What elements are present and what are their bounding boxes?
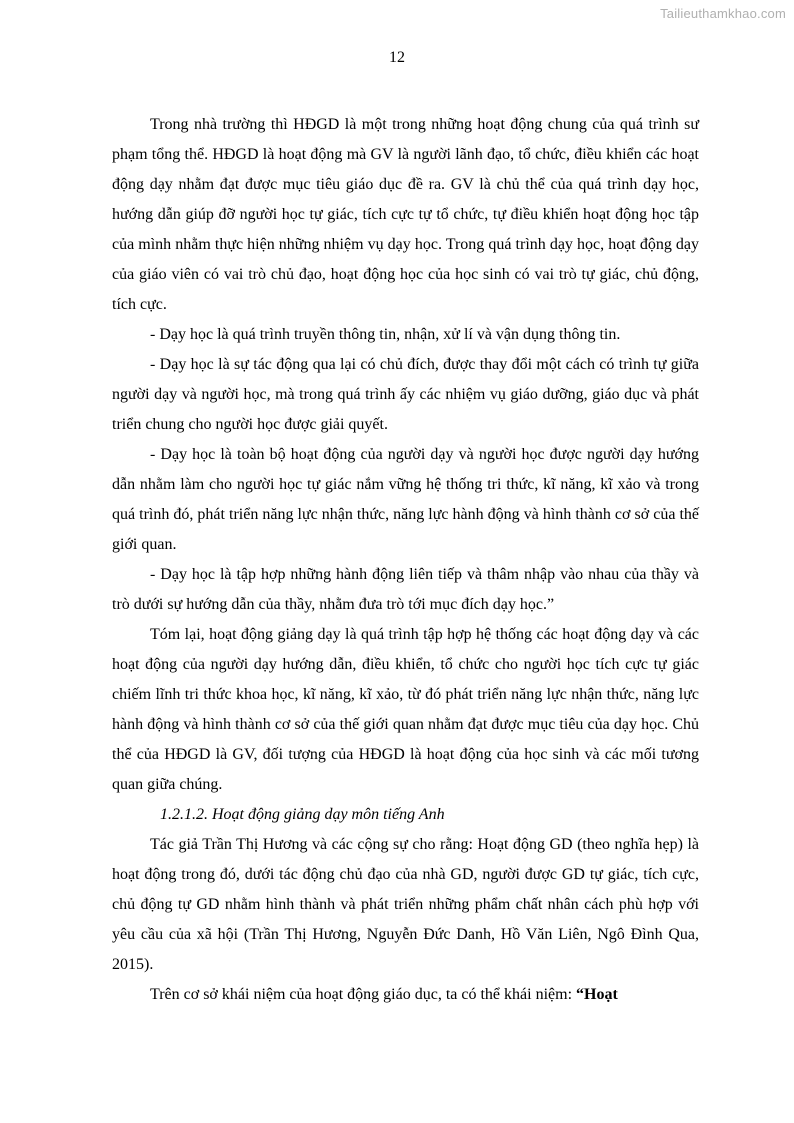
page-number: 12 [389, 49, 405, 66]
paragraph-final [112, 980, 699, 1010]
paragraph-bullet-1: - Dạy học là quá trình truyền thông tin, nhận, xử lí và vận dụng thông tin. [150, 326, 621, 343]
paragraph-final-bold: “Hoạt [576, 986, 618, 1003]
paragraph-final-text: Trên cơ sở khái niệm của hoạt động giáo dục, ta có thể khái niệm: [150, 986, 577, 1003]
paragraph-summary: Tóm lại, hoạt động giảng dạy là quá trình tập hợp hệ thống các hoạt động dạy và các hoạt động của người dạy hướng dẫn, điều khiển, tổ chức cho người học tích cực tự giác chiếm lĩnh tri thức khoa học, kĩ năng, kĩ xảo, từ đó phát triển năng lực nhận thức, năng lực hành động và hình thành cơ sở của thế giới quan nhằm đạt được mục tiêu của dạy học. Chủ thể của HĐGD là GV, đối tượng của HĐGD là hoạt động của học sinh và các mối tương quan giữa chúng. [112, 626, 699, 793]
paragraph-intro: Trong nhà trường thì HĐGD là một trong những hoạt động chung của quá trình sư phạm tổng thể. HĐGD là hoạt động mà GV là người lãnh đạo, tổ chức, điều khiển các hoạt động dạy nhằm đạt được mục tiêu giáo dục đề ra. GV là chủ thể của quá trình dạy học, hướng dẫn giúp đỡ người học tự giác, tích cực tự tổ chức, tự điều khiển hoạt động học tập của mình nhằm thực hiện những nhiệm vụ dạy học. Trong quá trình dạy học, hoạt động dạy của giáo viên có vai trò chủ đạo, hoạt động học của học sinh có vai trò tự giác, chủ động, tích cực. [112, 116, 699, 313]
paragraph-bullet-2: - Dạy học là sự tác động qua lại có chủ đích, được thay đổi một cách có trình tự giữa người dạy và người học, mà trong quá trình ấy các nhiệm vụ giáo dưỡng, giáo dục và phát triển chung cho người học được giải quyết. [112, 356, 699, 433]
paragraph-bullet-3: - Dạy học là toàn bộ hoạt động của người dạy và người học được người dạy hướng dẫn nhằm làm cho người học tự giác nắm vững hệ thống tri thức, kĩ năng, kĩ xảo và trong quá trình đó, phát triển năng lực nhận thức, năng lực hành động và hình thành cơ sở của thế giới quan. [112, 446, 699, 553]
document-body [112, 110, 699, 1010]
section-heading: 1.2.1.2. Hoạt động giảng dạy môn tiếng Anh [160, 806, 445, 823]
paragraph-author-definition: Tác giả Trần Thị Hương và các cộng sự cho rằng: Hoạt động GD (theo nghĩa hẹp) là hoạt động trong đó, dưới tác động chủ đạo của nhà GD, người được GD tự giác, tích cực, chủ động tự GD nhằm hình thành và phát triển những phẩm chất nhân cách phù hợp với yêu cầu của xã hội (Trần Thị Hương, Nguyễn Đức Danh, Hồ Văn Liên, Ngô Đình Qua, 2015). [112, 836, 699, 973]
watermark-text: Tailieuthamkhao.com [660, 6, 786, 21]
paragraph-bullet-4: - Dạy học là tập hợp những hành động liên tiếp và thâm nhập vào nhau của thầy và trò dưới sự hướng dẫn của thầy, nhằm đưa trò tới mục đích dạy học.” [112, 566, 699, 613]
